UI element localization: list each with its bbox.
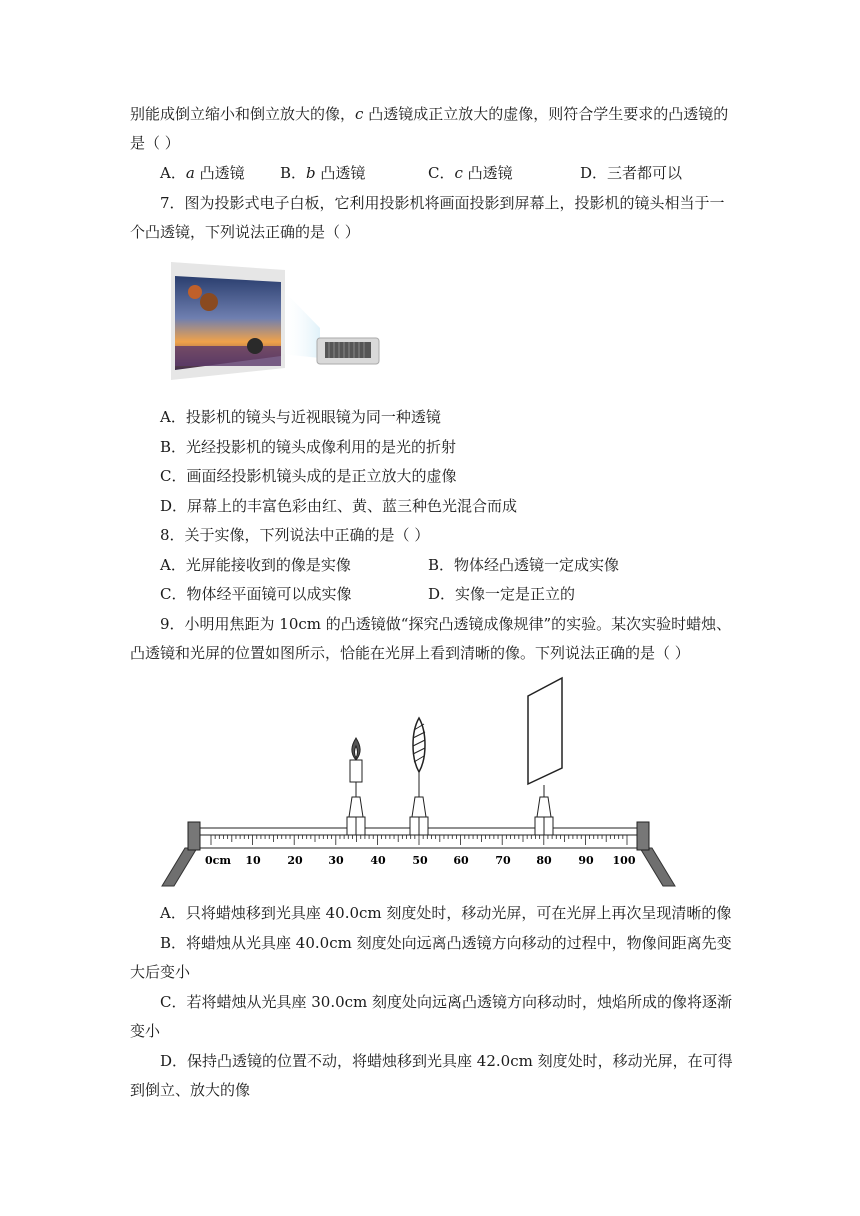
q7-option-b[interactable]: B．光经投影机的镜头成像利用的是光的折射 (160, 438, 457, 456)
ruler-label: 50 (412, 854, 428, 867)
ruler-label: 60 (453, 854, 469, 867)
q9-option-c[interactable]: C．若将蜡烛从光具座 30.0cm 刻度处向远离凸透镜方向移动时，烛焰所成的像将逐渐 (160, 993, 733, 1011)
option-var: b (306, 164, 316, 182)
q6-line1-text-b: 凸透镜成正立放大的虚像，则符合学生要求的凸透镜的 (363, 105, 729, 123)
ruler-label: 100 (612, 854, 636, 867)
q8-option-c[interactable]: C．物体经平面镜可以成实像 (160, 585, 352, 603)
ruler-ticks (211, 835, 627, 845)
light-beam (281, 288, 320, 358)
q9-option-b[interactable]: B．将蜡烛从光具座 40.0cm 刻度处向远离凸透镜方向移动的过程中，物像间距离先变 (160, 934, 732, 952)
q6-line1 (130, 103, 728, 125)
q7-option-c[interactable]: C．画面经投影机镜头成的是正立放大的虚像 (160, 467, 457, 485)
bench-right-end (637, 822, 649, 850)
q7-stem-line2: 个凸透镜，下列说法正确的是（ ） (130, 223, 360, 241)
balloon-shape (200, 293, 218, 311)
convex-lens (410, 718, 428, 835)
option-text: 三者都可以 (607, 164, 683, 182)
q9-option-a[interactable]: A．只将蜡烛移到光具座 40.0cm 刻度处时，移动光屏，可在光屏上再次呈现清晰的像 (160, 904, 732, 922)
ruler-label: 20 (287, 854, 303, 867)
q9-stem-line2: 凸透镜和光屏的位置如图所示，恰能在光屏上看到清晰的像。下列说法正确的是（ ） (130, 644, 690, 662)
bench-left-leg (162, 848, 197, 886)
q9-option-c-cont: 变小 (130, 1022, 161, 1040)
q9-option-d[interactable]: D．保持凸透镜的位置不动，将蜡烛移到光具座 42.0cm 刻度处时，移动光屏，在可得 (160, 1052, 733, 1070)
ruler-label: 90 (578, 854, 594, 867)
bench-right-leg (640, 848, 675, 886)
option-text: 凸透镜 (462, 164, 513, 182)
ruler-label: 10 (245, 854, 261, 867)
candle (347, 738, 365, 835)
q6-line1-text-a: 别能成倒立缩小和倒立放大的像， (130, 105, 356, 123)
optical-bench-illustration (130, 672, 710, 894)
q7-option-d[interactable]: D．屏幕上的丰富色彩由红、黄、蓝三种色光混合而成 (160, 497, 518, 515)
option-var: c (454, 164, 463, 182)
q9-option-b-cont: 大后变小 (130, 963, 191, 981)
ruler-label: 40 (370, 854, 386, 867)
ruler-label: 80 (536, 854, 552, 867)
q9-option-d-cont: 到倒立、放大的像 (130, 1081, 251, 1099)
option-var: a (185, 164, 195, 182)
q7-stem-line1: 7．图为投影式电子白板，它利用投影机将画面投影到屏幕上，投影机的镜头相当于一 (160, 194, 725, 212)
q8-option-d[interactable]: D．实像一定是正立的 (428, 585, 576, 603)
q8-option-a[interactable]: A．光屏能接收到的像是实像 (160, 556, 351, 574)
option-label: C． (428, 164, 455, 182)
option-label: B． (280, 164, 307, 182)
q6-option-b[interactable] (280, 162, 365, 184)
q6-option-c[interactable] (428, 162, 513, 184)
q8-stem: 8．关于实像，下列说法中正确的是（ ） (160, 526, 430, 544)
option-text: 凸透镜 (315, 164, 366, 182)
projector-figure (165, 258, 395, 388)
q8-option-b[interactable]: B．物体经凸透镜一定成实像 (428, 556, 620, 574)
optical-bench-figure (130, 672, 710, 894)
q7-option-a[interactable]: A．投影机的镜头与近视眼镜为同一种透镜 (160, 408, 441, 426)
q6-line2: 是（ ） (130, 134, 180, 152)
projector-illustration (165, 258, 395, 388)
q9-stem-line1: 9．小明用焦距为 10cm 的凸透镜做“探究凸透镜成像规律”的实验。某次实验时蜡烛、 (160, 615, 732, 633)
light-screen (528, 678, 562, 835)
ruler-label: 0cm (205, 854, 231, 867)
q6-option-d[interactable] (580, 162, 682, 184)
q6-line1-var: c (355, 105, 364, 123)
balloon-shape (188, 285, 202, 299)
bench-left-end (188, 822, 200, 850)
q6-option-a[interactable] (160, 162, 245, 184)
option-text: 凸透镜 (194, 164, 245, 182)
ruler-labels (205, 854, 636, 867)
ruler-label: 30 (328, 854, 344, 867)
option-label: A． (160, 164, 186, 182)
option-label: D． (580, 164, 608, 182)
ruler-label: 70 (495, 854, 511, 867)
